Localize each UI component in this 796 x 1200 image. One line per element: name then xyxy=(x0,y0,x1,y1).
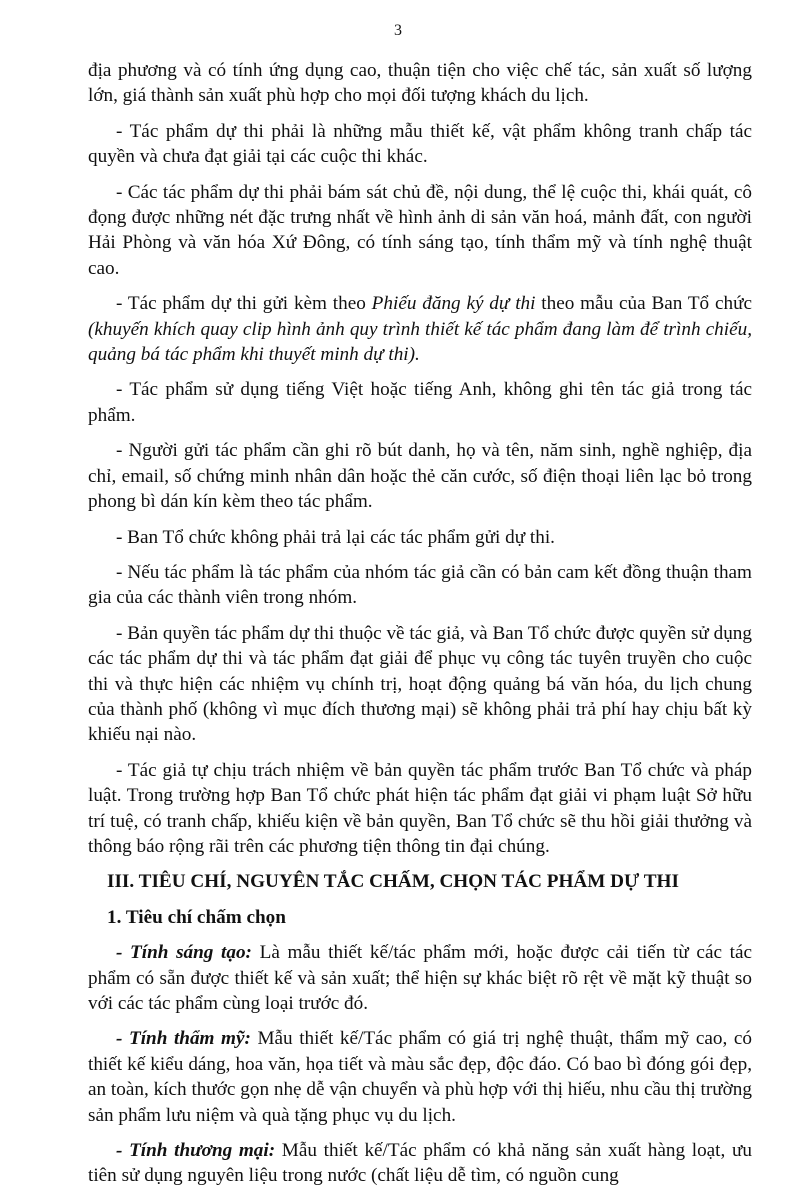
paragraph-usage-rights: - Bản quyền tác phẩm dự thi thuộc về tác giả, và Ban Tổ chức được quyền sử dụng các tác phẩm dự thi và tác phẩm đạt giải để phục vụ công tác tuyên truyền cho cuộc thi và thực hiện các nhiệm vụ chính trị, hoạt động quảng bá văn hóa, du lịch chung của thành phố (không vì mục đích thương mại) sẽ không phải trả phí hay chịu bất kỳ khiếu nại nào. xyxy=(88,622,752,746)
criterion-lead: - Tính thương mại: xyxy=(116,1140,276,1162)
paragraph-continuation: địa phương và có tính ứng dụng cao, thuận tiện cho việc chế tác, sản xuất số lượng lớn, giá thành sản xuất phù hợp cho mọi đối tượng khách du lịch. xyxy=(88,60,752,107)
paragraph-sender-info: - Người gửi tác phẩm cần ghi rõ bút danh, họ và tên, năm sinh, nghề nghiệp, địa chỉ, email, số chứng minh nhân dân hoặc thẻ căn cước, số điện thoại liên lạc bỏ trong phong bì dán kín kèm theo tác phẩm. xyxy=(88,440,752,513)
criterion-commercial xyxy=(88,1138,752,1189)
form-name: Phiếu đăng ký dự thi xyxy=(371,293,536,315)
paragraph-copyright-rule: - Tác phẩm dự thi phải là những mẫu thiết kế, vật phẩm không tranh chấp tác quyền và chưa đạt giải tại các cuộc thi khác. xyxy=(88,120,752,168)
page-number: 3 xyxy=(394,22,402,39)
criterion-lead: - Tính sáng tạo: xyxy=(116,942,252,964)
criterion-text: Là mẫu thiết kế/tác phẩm mới, hoặc được cải tiến từ các tác phẩm có sẵn được thiết kế và sản xuất; thể hiện sự khác biệt rõ rệt về mặt kỹ thuật so với các tác phẩm cùng loại trước đó. xyxy=(88,942,752,1014)
text-span: theo mẫu của Ban Tổ chức xyxy=(535,293,752,315)
criterion-aesthetics xyxy=(88,1026,752,1128)
paragraph-registration-form xyxy=(88,291,752,367)
paragraph-language-rule: - Tác phẩm sử dụng tiếng Việt hoặc tiếng Anh, không ghi tên tác giả trong tác phẩm. xyxy=(88,379,752,426)
section-heading: III. TIÊU CHÍ, NGUYÊN TẮC CHẤM, CHỌN TÁC PHẨM DỰ THI xyxy=(107,871,679,893)
paragraph-no-return: - Ban Tổ chức không phải trả lại các tác phẩm gửi dự thi. xyxy=(116,526,555,548)
subsection-heading: 1. Tiêu chí chấm chọn xyxy=(107,906,286,928)
criterion-creativity xyxy=(88,940,752,1016)
paragraph-author-responsibility: - Tác giả tự chịu trách nhiệm về bản quyền tác phẩm trước Ban Tổ chức và pháp luật. Trong trường hợp Ban Tổ chức phát hiện tác phẩm đạt giải vi phạm luật Sở hữu trí tuệ, có tranh chấp, khiếu kiện về bản quyền, Ban Tổ chức sẽ thu hồi giải thưởng và thông báo rộng rãi trên các phương tiện thông tin đại chúng. xyxy=(88,759,752,857)
criterion-lead: - Tính thẩm mỹ: xyxy=(116,1028,251,1050)
italic-note: (khuyến khích quay clip hình ảnh quy trình thiết kế tác phẩm đang làm để trình chiếu, quảng bá tác phẩm khi thuyết minh dự thi). xyxy=(88,318,752,366)
paragraph-group-authors: - Nếu tác phẩm là tác phẩm của nhóm tác giả cần có bản cam kết đồng thuận tham gia của các thành viên trong nhóm. xyxy=(88,561,752,609)
text-span: - Tác phẩm dự thi gửi kèm theo xyxy=(116,293,372,315)
paragraph-theme-rule: - Các tác phẩm dự thi phải bám sát chủ đề, nội dung, thể lệ cuộc thi, khái quát, cô đọng được những nét đặc trưng nhất về hình ảnh di sản văn hoá, mảnh đất, con người Hải Phòng và văn hóa Xứ Đông, có tính sáng tạo, tính thẩm mỹ và tính nghệ thuật cao. xyxy=(88,181,752,279)
criterion-text: Mẫu thiết kế/Tác phẩm có khả năng sản xuất hàng loạt, ưu tiên sử dụng nguyên liệu trong nước (chất liệu dễ tìm, có nguồn cung xyxy=(88,1140,752,1187)
criterion-text: Mẫu thiết kế/Tác phẩm có giá trị nghệ thuật, thẩm mỹ cao, có thiết kế kiểu dáng, hoa văn, họa tiết và màu sắc đẹp, độc đáo. Có bao bì đóng gói đẹp, an toàn, kích thước gọn nhẹ dễ vận chuyển và phù hợp với thị hiếu, nhu cầu thị trường sản phẩm lưu niệm và quà tặng phục vụ du lịch. xyxy=(88,1028,752,1126)
document-body xyxy=(88,58,752,1199)
